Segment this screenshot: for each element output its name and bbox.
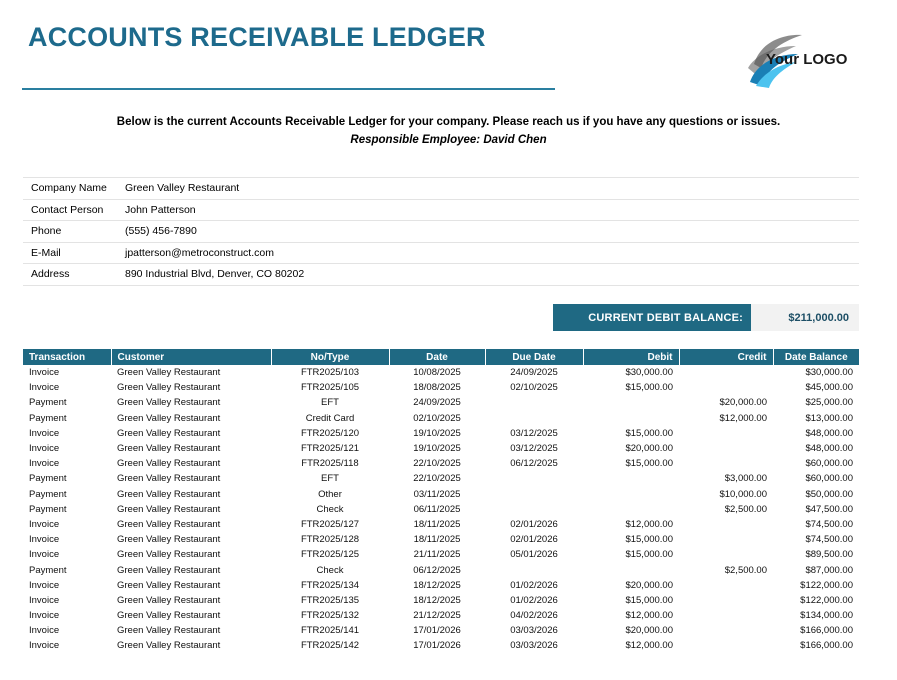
cell-transaction: Invoice [29,625,60,637]
cell-date: 03/11/2025 [413,488,461,500]
table-row[interactable] [23,517,859,532]
column-header-debit[interactable]: Debit [583,349,679,365]
ledger-table [23,349,859,654]
cell-due-date: 03/12/2025 [510,443,558,455]
table-row[interactable] [23,502,859,517]
cell-no-type: Check [316,503,344,515]
company-info-row [23,242,859,264]
company-info-value: John Patterson [115,199,859,221]
table-row[interactable] [23,456,859,471]
cell-date: 18/12/2025 [413,594,461,606]
cell-debit [583,411,679,426]
table-row[interactable] [23,471,859,486]
cell-date-balance: $45,000.00 [805,382,853,394]
cell-no-type: FTR2025/120 [300,427,360,439]
balance-label: CURRENT DEBIT BALANCE: [553,304,751,331]
cell-customer: Green Valley Restaurant [117,640,221,652]
cell-date-balance: $48,000.00 [805,443,853,455]
cell-no-type: Other [318,488,342,500]
cell-debit: $15,000.00 [625,594,673,606]
cell-customer: Green Valley Restaurant [117,564,221,576]
table-row[interactable] [23,547,859,562]
ledger-header-row [23,349,859,365]
cell-credit: $2,500.00 [724,564,767,576]
cell-date-balance: $87,000.00 [805,564,853,576]
cell-date: 02/10/2025 [413,412,461,424]
cell-due-date: 06/12/2025 [510,458,558,470]
cell-customer: Green Valley Restaurant [117,443,221,455]
cell-due-date [485,562,583,577]
cell-date: 17/01/2026 [413,625,461,637]
cell-debit: $15,000.00 [625,458,673,470]
page-title: ACCOUNTS RECEIVABLE LEDGER [28,22,486,52]
cell-debit: $30,000.00 [625,367,673,379]
cell-credit: $10,000.00 [719,488,767,500]
column-header-due-date[interactable]: Due Date [485,349,583,365]
cell-due-date: 02/01/2026 [510,518,558,530]
cell-debit: $15,000.00 [625,427,673,439]
cell-no-type: FTR2025/128 [300,534,360,546]
cell-customer: Green Valley Restaurant [117,549,221,561]
table-row[interactable] [23,608,859,623]
cell-due-date: 03/03/2026 [510,640,558,652]
cell-transaction: Invoice [29,427,60,439]
cell-debit [583,502,679,517]
cell-date: 19/10/2025 [413,443,461,455]
cell-credit [679,578,773,593]
cell-debit [583,562,679,577]
cell-no-type: Credit Card [305,412,355,424]
intro-block [0,114,897,148]
cell-debit: $15,000.00 [625,534,673,546]
cell-credit [679,547,773,562]
cell-customer: Green Valley Restaurant [117,458,221,470]
cell-transaction: Invoice [29,640,60,652]
cell-date-balance: $74,500.00 [805,518,853,530]
cell-credit: $20,000.00 [719,397,767,409]
cell-date: 22/10/2025 [413,458,461,470]
cell-debit: $20,000.00 [625,579,673,591]
company-logo [742,28,872,90]
company-info-row [23,264,859,286]
company-info-row [23,199,859,221]
cell-date: 19/10/2025 [413,427,461,439]
cell-no-type: FTR2025/134 [300,579,360,591]
column-header-date[interactable]: Date [389,349,485,365]
cell-customer: Green Valley Restaurant [117,503,221,515]
responsible-employee: Responsible Employee: David Chen [350,134,547,146]
cell-transaction: Invoice [29,534,60,546]
cell-customer: Green Valley Restaurant [117,427,221,439]
cell-credit [679,380,773,395]
cell-due-date: 05/01/2026 [510,549,558,561]
cell-due-date [485,502,583,517]
cell-credit: $12,000.00 [719,412,767,424]
cell-date: 18/08/2025 [413,382,461,394]
cell-due-date [485,395,583,410]
cell-date: 06/11/2025 [413,503,461,515]
cell-transaction: Invoice [29,579,60,591]
cell-credit [679,426,773,441]
cell-date-balance: $122,000.00 [800,579,853,591]
column-header-credit[interactable]: Credit [679,349,773,365]
company-info-label: Phone [23,221,115,243]
cell-customer: Green Valley Restaurant [117,625,221,637]
logo-text: Your LOGO [766,51,848,68]
cell-customer: Green Valley Restaurant [117,397,221,409]
cell-date: 24/09/2025 [413,397,461,409]
cell-credit: $3,000.00 [724,473,767,485]
table-row[interactable] [23,395,859,410]
cell-due-date: 01/02/2026 [510,579,558,591]
cell-date: 21/11/2025 [413,549,461,561]
cell-customer: Green Valley Restaurant [117,412,221,424]
cell-no-type: FTR2025/121 [300,443,360,455]
cell-date-balance: $13,000.00 [805,412,853,424]
table-row[interactable] [23,638,859,653]
cell-transaction: Payment [29,397,67,409]
company-info-value: 890 Industrial Blvd, Denver, CO 80202 [115,264,859,286]
cell-transaction: Payment [29,412,67,424]
cell-credit [679,456,773,471]
cell-transaction: Invoice [29,610,60,622]
table-row[interactable] [23,441,859,456]
cell-debit [583,395,679,410]
company-info-label: Company Name [23,178,115,200]
column-header-no-type[interactable]: No/Type [271,349,389,365]
cell-date-balance: $25,000.00 [805,397,853,409]
cell-due-date: 02/10/2025 [510,382,558,394]
cell-customer: Green Valley Restaurant [117,473,221,485]
cell-credit [679,365,773,380]
company-info-label: Address [23,264,115,286]
cell-date: 17/01/2026 [413,640,461,652]
cell-date-balance: $89,500.00 [805,549,853,561]
table-row[interactable] [23,578,859,593]
table-row[interactable] [23,487,859,502]
cell-no-type: FTR2025/141 [300,625,360,637]
cell-date-balance: $166,000.00 [800,625,853,637]
cell-transaction: Invoice [29,443,60,455]
company-info-body [23,178,859,286]
table-row[interactable] [23,380,859,395]
cell-transaction: Payment [29,503,67,515]
cell-due-date: 03/12/2025 [510,427,558,439]
cell-debit [583,471,679,486]
cell-date-balance: $30,000.00 [805,367,853,379]
cell-transaction: Invoice [29,382,60,394]
cell-date: 06/12/2025 [413,564,461,576]
intro-text: Below is the current Accounts Receivable Ledger for your company. Please reach us if you have any questions or issues. [116,116,781,128]
table-row[interactable] [23,426,859,441]
cell-debit: $20,000.00 [625,443,673,455]
cell-debit: $12,000.00 [625,640,673,652]
current-debit-balance [553,304,859,331]
company-info-row [23,178,859,200]
cell-customer: Green Valley Restaurant [117,534,221,546]
cell-customer: Green Valley Restaurant [117,488,221,500]
table-row[interactable] [23,562,859,577]
cell-credit [679,638,773,653]
cell-debit: $12,000.00 [625,518,673,530]
cell-credit [679,517,773,532]
cell-no-type: FTR2025/132 [300,610,360,622]
cell-due-date: 24/09/2025 [510,367,558,379]
cell-date-balance: $47,500.00 [805,503,853,515]
cell-date: 18/11/2025 [413,518,461,530]
cell-no-type: FTR2025/142 [300,640,360,652]
cell-date: 18/11/2025 [413,534,461,546]
cell-no-type: FTR2025/103 [300,367,360,379]
cell-date: 10/08/2025 [413,367,461,379]
table-row[interactable] [23,593,859,608]
cell-date-balance: $122,000.00 [800,594,853,606]
table-row[interactable] [23,365,859,380]
cell-date-balance: $74,500.00 [805,534,853,546]
company-info-value: Green Valley Restaurant [115,178,859,200]
company-info-value: jpatterson@metroconstruct.com [115,242,859,264]
cell-transaction: Payment [29,473,67,485]
cell-transaction: Invoice [29,367,60,379]
cell-debit: $20,000.00 [625,625,673,637]
company-info-label: Contact Person [23,199,115,221]
cell-due-date: 02/01/2026 [510,534,558,546]
table-row[interactable] [23,532,859,547]
column-header-customer[interactable]: Customer [111,349,271,365]
cell-date: 22/10/2025 [413,473,461,485]
column-header-transaction[interactable]: Transaction [23,349,111,365]
cell-date-balance: $134,000.00 [800,610,853,622]
table-row[interactable] [23,411,859,426]
company-info-row [23,221,859,243]
company-info-value: (555) 456-7890 [115,221,859,243]
cell-credit [679,532,773,547]
cell-debit: $12,000.00 [625,610,673,622]
cell-credit [679,623,773,638]
cell-transaction: Invoice [29,458,60,470]
cell-customer: Green Valley Restaurant [117,367,221,379]
cell-no-type: FTR2025/105 [300,382,360,394]
cell-debit [583,487,679,502]
title-underline-divider [22,88,555,90]
cell-credit [679,441,773,456]
company-info-label: E-Mail [23,242,115,264]
cell-debit: $15,000.00 [625,382,673,394]
cell-credit [679,593,773,608]
cell-transaction: Invoice [29,594,60,606]
cell-date-balance: $60,000.00 [805,458,853,470]
cell-no-type: FTR2025/127 [300,518,360,530]
cell-due-date: 01/02/2026 [510,594,558,606]
ledger-header [23,349,859,365]
cell-customer: Green Valley Restaurant [117,518,221,530]
cell-credit: $2,500.00 [724,503,767,515]
document-header [0,22,897,90]
cell-date-balance: $60,000.00 [805,473,853,485]
cell-date: 21/12/2025 [413,610,461,622]
ledger-body [23,365,859,654]
cell-credit [679,608,773,623]
cell-due-date [485,487,583,502]
column-header-date-balance[interactable]: Date Balance [773,349,859,365]
cell-due-date: 03/03/2026 [510,625,558,637]
cell-date-balance: $48,000.00 [805,427,853,439]
cell-date-balance: $166,000.00 [800,640,853,652]
cell-transaction: Payment [29,564,67,576]
cell-no-type: FTR2025/125 [300,549,360,561]
cell-customer: Green Valley Restaurant [117,382,221,394]
cell-no-type: EFT [321,473,339,485]
cell-debit: $15,000.00 [625,549,673,561]
cell-due-date [485,411,583,426]
cell-no-type: FTR2025/135 [300,594,360,606]
company-info-table [23,177,859,286]
cell-due-date [485,471,583,486]
cell-transaction: Invoice [29,518,60,530]
cell-customer: Green Valley Restaurant [117,579,221,591]
cell-transaction: Invoice [29,549,60,561]
cell-no-type: FTR2025/118 [301,458,359,470]
cell-date: 18/12/2025 [413,579,461,591]
cell-transaction: Payment [29,488,67,500]
cell-customer: Green Valley Restaurant [117,594,221,606]
cell-date-balance: $50,000.00 [805,488,853,500]
balance-value: $211,000.00 [751,304,859,331]
cell-no-type: Check [316,564,344,576]
cell-no-type: EFT [321,397,339,409]
cell-customer: Green Valley Restaurant [117,610,221,622]
table-row[interactable] [23,623,859,638]
cell-due-date: 04/02/2026 [510,610,558,622]
